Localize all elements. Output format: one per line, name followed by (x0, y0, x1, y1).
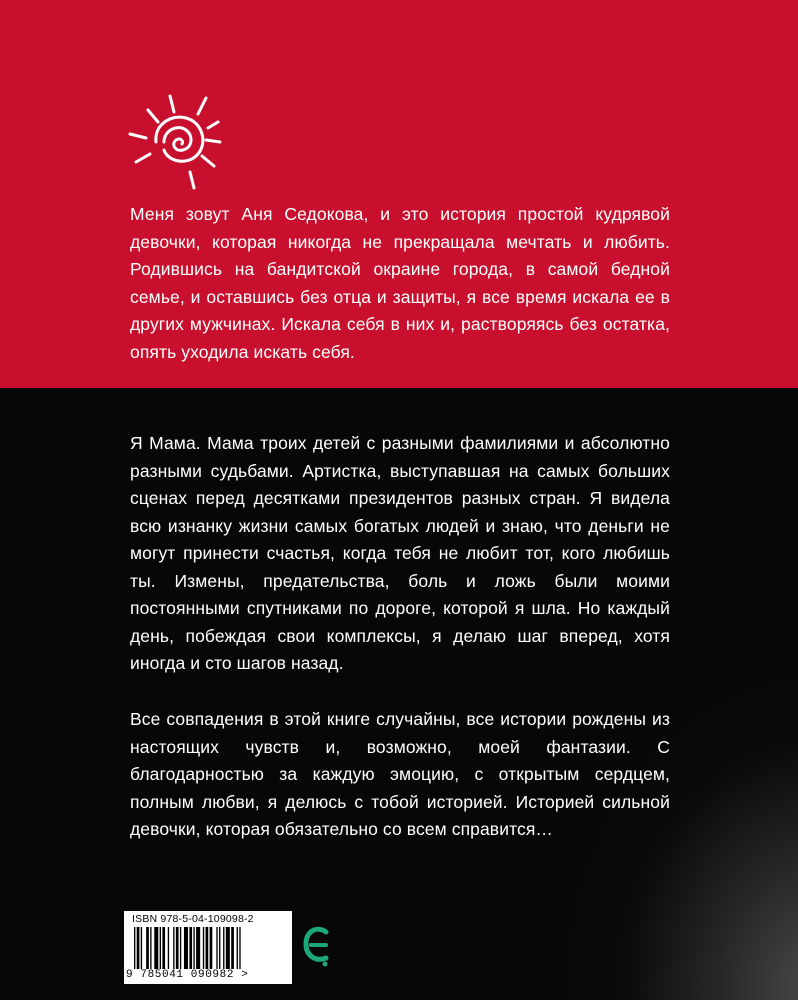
disclaimer-paragraph: Все совпадения в этой книге случайны, все истории рождены из настоящих чувств и, возможно, моей фантазии. С благодарностью за каждую эмоцию, с открытым сердцем, полным любви, я делюсь с тобой историей. Историей сильной девочки, которая обязательно со всем справится… (130, 709, 670, 839)
isbn-label: ISBN 978-5-04-109098-2 (132, 913, 254, 925)
barcode-digits: 9 785041 090982 > (126, 969, 249, 981)
intro-paragraph: Меня зовут Аня Седокова, и это история простой кудрявой девочки, которая никогда не прекращала мечтать и любить. Родившись на бандитской окраине города, в самой бедной семье, и оставшись без отца и защиты, я все время искала ее в других мужчинах. Искала себя в них и, растворяясь без остатка, опять уходила искать себя. (130, 204, 670, 362)
sun-spiral-icon (120, 88, 250, 198)
eksmo-logo-icon (302, 924, 332, 968)
barcode (124, 911, 292, 984)
barcode-bars (130, 927, 286, 969)
biography-paragraph: Я Мама. Мама троих детей с разными фамилиями и абсолютно разными судьбами. Артистка, выступавшая на самых больших сценах перед десятками президентов разных стран. Я видела всю изнанку жизни самых богатых людей и знаю, что деньги не могут принести счастья, когда тебя не любит тот, кого любишь ты. Измены, предательства, боль и ложь были моими постоянными спутниками по дороге, которой я шла. Но каждый день, побеждая свои комплексы, я делаю шаг вперед, хотя иногда и сто шагов назад. (130, 433, 670, 673)
